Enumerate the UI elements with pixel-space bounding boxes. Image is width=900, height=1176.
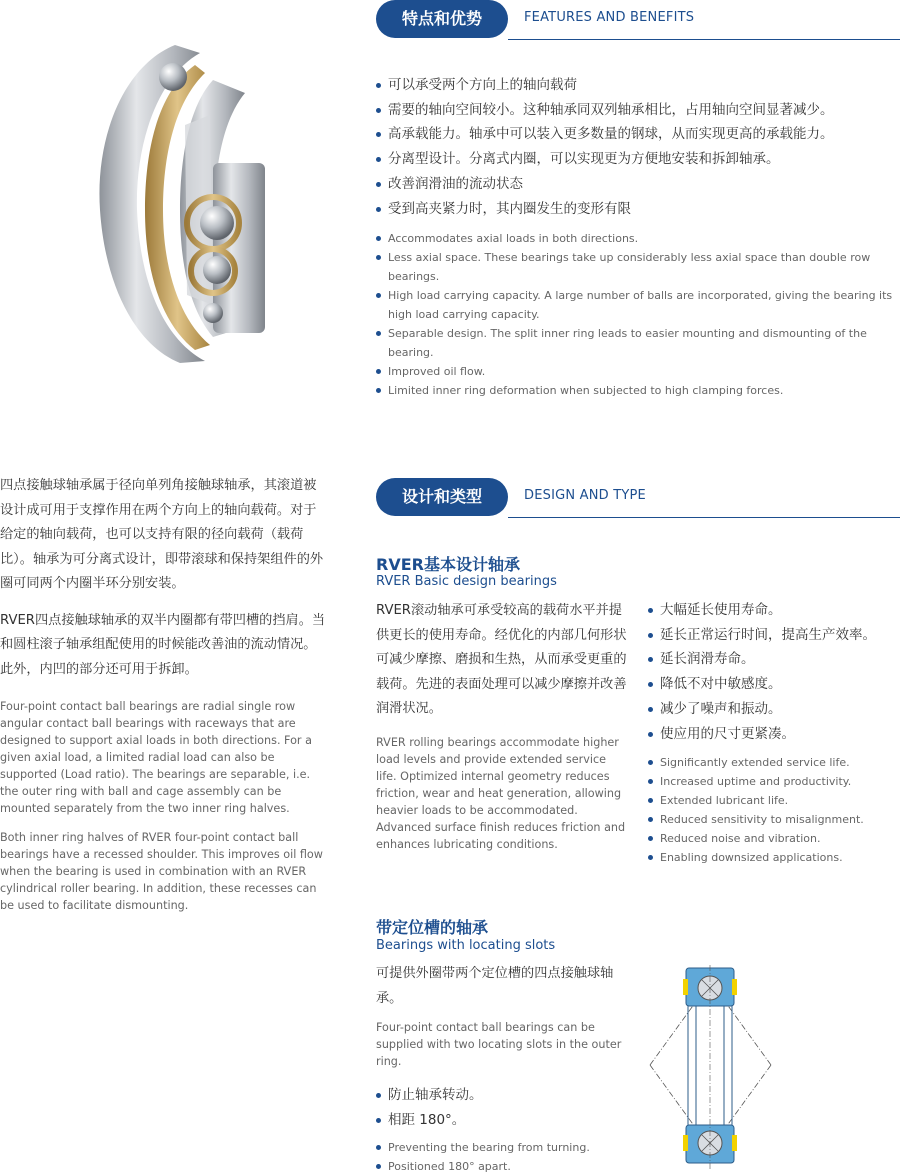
features-divider (508, 39, 900, 40)
list-item: 可以承受两个方向上的轴向载荷 (376, 73, 896, 98)
intro-en-1: Four-point contact ball bearings are radial single row angular contact ball bearings with raceways that are designed to support axial loads in both directions. For a given axial load, a limited radial load can also be supported (Load ratio). The bearings are separable, i.e. the outer ring with ball and cage assembly can be mounted separately from the two inner ring halves. (0, 700, 312, 815)
slots-desc-zh: 可提供外圈带两个定位槽的四点接触球轴承。 (376, 966, 614, 1006)
slots-list-zh (376, 1083, 626, 1132)
list-item: Extended lubricant life. (648, 791, 898, 810)
list-item: 需要的轴向空间较小。这种轴承同双列轴承相比，占用轴向空间显著减少。 (376, 98, 896, 123)
bearing-cross-section-diagram (648, 965, 773, 1170)
features-list-en (376, 229, 900, 400)
list-item: Enabling downsized applications. (648, 848, 898, 867)
list-item: 大幅延长使用寿命。 (648, 598, 898, 623)
slots-title-en: Bearings with locating slots (376, 938, 556, 953)
list-item: 使应用的尺寸更紧凑。 (648, 722, 898, 747)
basic-list-en (648, 753, 898, 867)
features-header (376, 0, 900, 40)
intro-zh-2: RVER四点接触球轴承的双半内圈都有带凹槽的挡肩。当和圆柱滚子轴承组配使用的时候能改善油的流动情况。此外，内凹的部分还可用于拆卸。 (0, 612, 326, 677)
design-header (376, 478, 900, 518)
list-item: Reduced sensitivity to misalignment. (648, 810, 898, 829)
list-item: Reduced noise and vibration. (648, 829, 898, 848)
list-item: Positioned 180° apart. (376, 1157, 626, 1176)
intro-zh-1: 四点接触球轴承属于径向单列角接触球轴承，其滚道被设计成可用于支撑作用在两个方向上的轴向载荷。对于给定的轴向载荷，也可以支持有限的径向载荷（载荷比）。轴承为可分离式设计，即带滚球和保持架组件的外圈可同两个内圈半环分别安装。 (0, 478, 324, 591)
list-item: 减少了噪声和振动。 (648, 697, 898, 722)
list-item: Separable design. The split inner ring leads to easier mounting and dismounting of the bearing. (376, 324, 900, 362)
basic-list-zh (648, 598, 898, 746)
features-list-zh (376, 73, 896, 221)
features-title-zh: 特点和优势 (376, 0, 508, 38)
list-item: 分离型设计。分离式内圈，可以实现更为方便地安装和拆卸轴承。 (376, 147, 896, 172)
list-item: 相距 180°。 (376, 1108, 626, 1133)
bearing-illustration (95, 45, 270, 365)
list-item: 降低不对中敏感度。 (648, 672, 898, 697)
slots-description (376, 962, 638, 1070)
list-item: 改善润滑油的流动状态 (376, 172, 896, 197)
list-item: Limited inner ring deformation when subjected to high clamping forces. (376, 381, 900, 400)
list-item: Accommodates axial loads in both directions. (376, 229, 900, 248)
list-item: Less axial space. These bearings take up considerably less axial space than double row bearings. (376, 248, 900, 286)
basic-title-zh: RVER基本设计轴承 (376, 555, 520, 574)
intro-en-2: Both inner ring halves of RVER four-point contact ball bearings have a recessed shoulder. This improves oil flow when the bearing is used in combination with an RVER cylindrical roller bearing. In addition, these recesses can be used to facilitate dismounting. (0, 831, 323, 912)
intro-column (0, 474, 326, 914)
list-item: High load carrying capacity. A large number of balls are incorporated, giving the bearing its high load carrying capacity. (376, 286, 900, 324)
basic-description (376, 599, 628, 853)
list-item: Increased uptime and productivity. (648, 772, 898, 791)
features-title-en: FEATURES AND BENEFITS (524, 10, 695, 25)
list-item: 受到高夹紧力时，其内圈发生的变形有限 (376, 197, 896, 222)
basic-title-en: RVER Basic design bearings (376, 574, 557, 589)
list-item: 延长润滑寿命。 (648, 647, 898, 672)
basic-desc-zh: RVER滚动轴承可承受较高的载荷水平并提供更长的使用寿命。经优化的内部几何形状可减少摩擦、磨损和生热，从而承受更重的载荷。先进的表面处理可以减少摩擦并改善润滑状况。 (376, 603, 627, 716)
slots-list-en (376, 1138, 626, 1176)
slots-title-zh: 带定位槽的轴承 (376, 918, 489, 937)
slots-desc-en: Four-point contact ball bearings can be supplied with two locating slots in the outer ring. (376, 1021, 622, 1068)
list-item: Improved oil flow. (376, 362, 900, 381)
list-item: 高承载能力。轴承中可以装入更多数量的钢球，从而实现更高的承载能力。 (376, 122, 896, 147)
basic-desc-en: RVER rolling bearings accommodate higher load levels and provide extended service life. Optimized internal geometry reduces friction, wear and heat generation, allowing heavier loads to be accommodated. Advanced surface finish reduces friction and enhances lubricating conditions. (376, 735, 626, 851)
list-item: 延长正常运行时间，提高生产效率。 (648, 623, 898, 648)
list-item: 防止轴承转动。 (376, 1083, 626, 1108)
list-item: Significantly extended service life. (648, 753, 898, 772)
design-divider (508, 517, 900, 518)
list-item: Preventing the bearing from turning. (376, 1138, 626, 1157)
design-title-en: DESIGN AND TYPE (524, 488, 646, 503)
design-title-zh: 设计和类型 (376, 478, 508, 516)
